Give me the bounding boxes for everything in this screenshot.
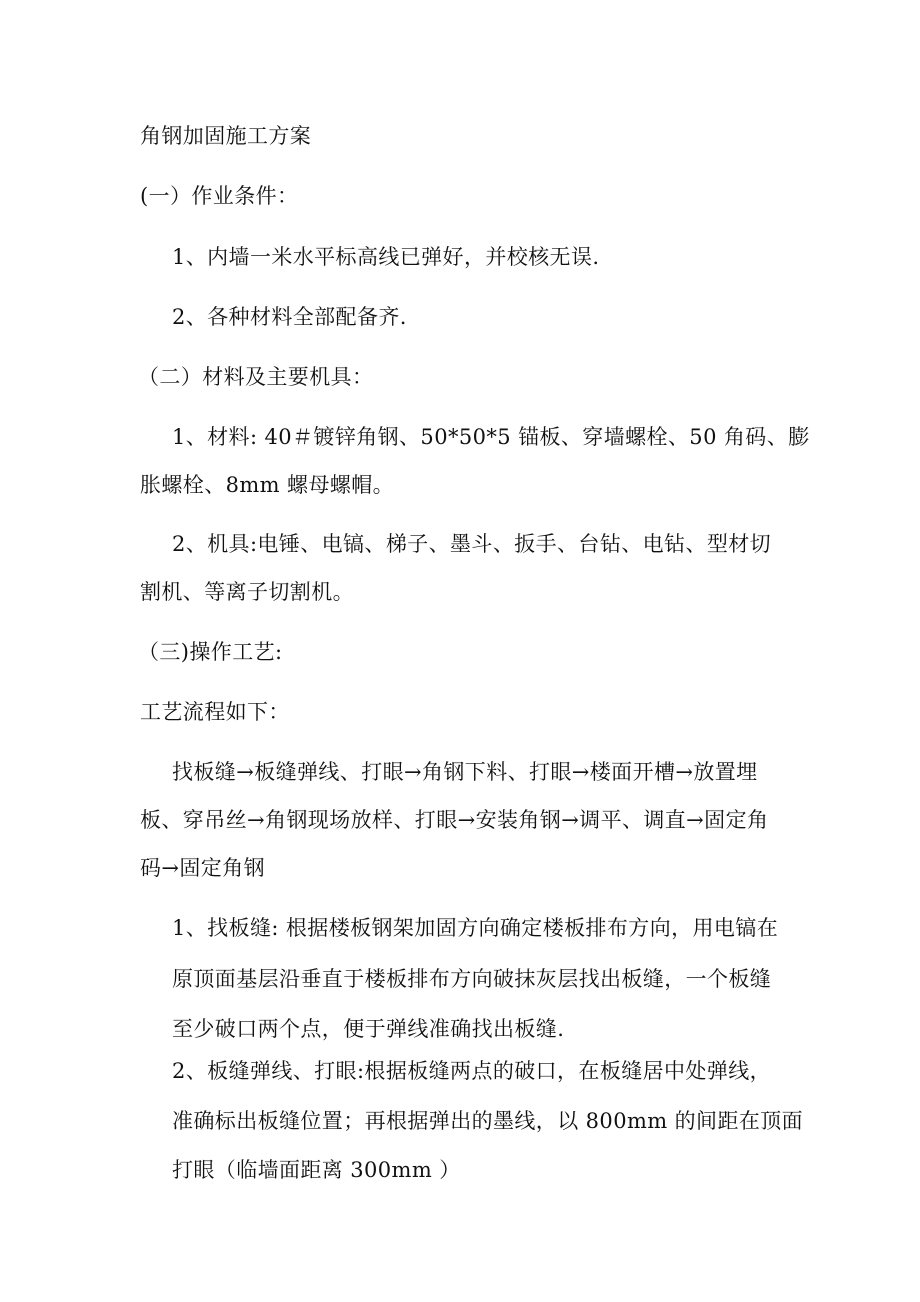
step1-line-1: 1、找板缝: 根据楼板钢架加固方向确定楼板排布方向，用电镐在: [172, 916, 779, 940]
flow-line-1: 找板缝→板缝弹线、打眼→角钢下料、打眼→楼面开槽→放置埋: [172, 760, 758, 784]
condition-item-1: 1、内墙一米水平标高线已弹好，并校核无误.: [172, 245, 600, 269]
flow-heading: 工艺流程如下：: [140, 700, 290, 724]
flow-line-3: 码→固定角钢: [140, 856, 265, 880]
step2-line-1: 2、板缝弹线、打眼:根据板缝两点的破口，在板缝居中处弹线，: [172, 1059, 772, 1083]
section-heading-process: （三)操作工艺:: [138, 640, 283, 664]
tools-line-1: 2、机具:电锤、电镐、梯子、墨斗、扳手、台钻、电钻、型材切: [172, 532, 772, 556]
section-heading-materials: （二）材料及主要机具：: [138, 365, 374, 389]
step2-line-2: 准确标出板缝位置；再根据弹出的墨线，以 800mm 的间距在顶面: [172, 1109, 804, 1133]
step1-line-3: 至少破口两个点，便于弹线准确找出板缝.: [172, 1017, 565, 1041]
materials-line-2: 胀螺栓、8mm 螺母螺帽。: [140, 473, 395, 497]
step1-line-2: 原顶面基层沿垂直于楼板排布方向破抹灰层找出板缝，一个板缝: [172, 967, 772, 991]
document-title: 角钢加固施工方案: [140, 124, 312, 148]
tools-line-2: 割机、等离子切割机。: [140, 580, 354, 604]
section-heading-conditions: (一）作业条件：: [140, 184, 299, 208]
flow-line-2: 板、穿吊丝→角钢现场放样、打眼→安装角钢→调平、调直→固定角: [140, 808, 769, 832]
condition-item-2: 2、各种材料全部配备齐.: [172, 305, 407, 329]
step2-line-3: 打眼（临墙面距离 300mm ）: [172, 1158, 461, 1182]
materials-line-1: 1、材料: 40＃镀锌角钢、50*50*5 锚板、穿墙螺栓、50 角码、膨: [172, 425, 810, 449]
